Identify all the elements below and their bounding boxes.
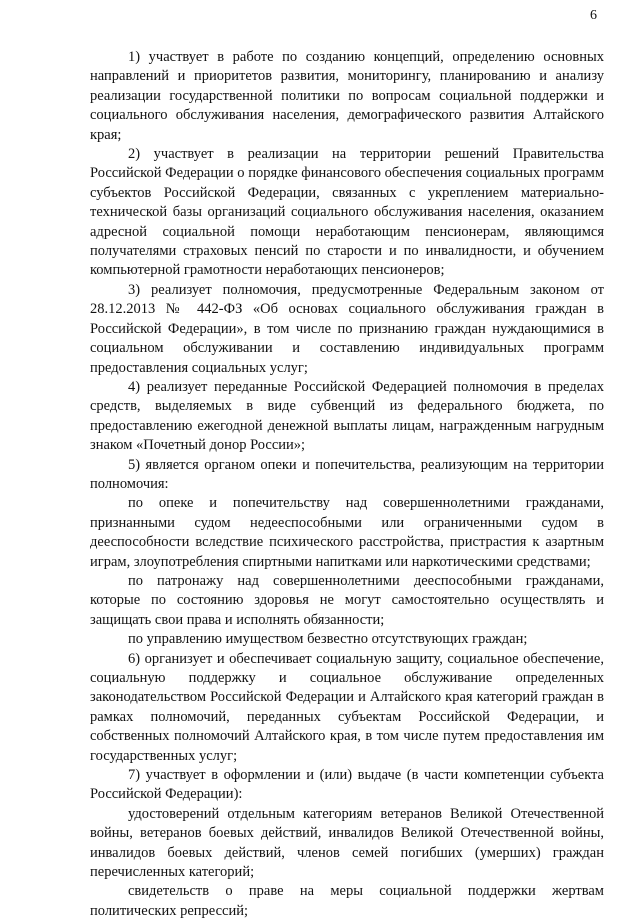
paragraph-item-4: 4) реализует переданные Российской Федерацией полномочия в пределах средств, выделяемых в виде субвенций из федерального бюджета, по предоставлению ежегодной денежной выплаты лицам, награжденным нагрудным знаком «Почетный донор России»; <box>90 378 604 454</box>
paragraph-veteran-certificates: удостоверений отдельным категориям ветеранов Великой Отечественной войны, ветеранов боевых действий, инвалидов Великой Отечественной войны, инвалидов боевых действий, членов семей погибших (умерших) граждан перечисленных категорий; <box>90 805 604 881</box>
paragraph-item-7: 7) участвует в оформлении и (или) выдаче (в части компетенции субъекта Российской Федерации): <box>90 767 604 803</box>
page-number: 6 <box>590 8 597 23</box>
paragraph-item-3: 3) реализует полномочия, предусмотренные Федеральным законом от 28.12.2013 № 442-ФЗ «Об основах социального обслуживания граждан в Российской Федерации», в том числе по признанию граждан нуждающимися в социальном обслуживании и составлению индивидуальных программ предоставления социальных услуг; <box>90 281 604 376</box>
paragraph-item-6: 6) организует и обеспечивает социальную защиту, социальное обеспечение, социальную поддержку и социальное обслуживание определенных законодательством Российской Федерации и Алтайского края категорий граждан в рамках полномочий, переданных субъектам Российской Федерации, и собственных полномочий Алтайского края, в том числе путем предоставления им государственных услуг; <box>90 650 604 764</box>
paragraph-repression-certificates: свидетельств о праве на меры социальной поддержки жертвам политических репрессий; <box>90 883 604 919</box>
paragraph-item-5: 5) является органом опеки и попечительства, реализующим на территории полномочия: <box>90 456 604 492</box>
paragraph-patronage: по патронажу над совершеннолетними дееспособными гражданами, которые по состоянию здоровья не могут самостоятельно осуществлять и защищать свои права и исполнять обязанности; <box>90 572 604 628</box>
paragraph-guardianship: по опеке и попечительству над совершеннолетними гражданами, признанными судом недееспособными или ограниченными судом в дееспособности вследствие психического расстройства, пристрастия к азартным играм, злоупотребления спиртными напитками или наркотическими средствами; <box>90 495 604 570</box>
paragraph-item-2: 2) участвует в реализации на территории решений Правительства Российской Федерации о порядке финансового обеспечения социальных программ субъектов Российской Федерации, связанных с укреплением материально-технической базы организаций социального обслуживания населения, оказанием адресной социальной помощи неработающим пенсионерам, являющимся получателями страховых пенсий по старости и по инвалидности, и обучением компьютерной грамотности неработающих пенсионеров; <box>90 146 604 279</box>
paragraph-property-management: по управлению имуществом безвестно отсутствующих граждан; <box>128 631 528 648</box>
document-body <box>90 48 604 921</box>
paragraph-item-1: 1) участвует в работе по созданию концепций, определению основных направлений и приоритетов развития, мониторингу, планированию и анализу реализации государственной политики по вопросам социальной поддержки и социального обслуживания населения, демографического развития Алтайского края; <box>90 49 604 143</box>
